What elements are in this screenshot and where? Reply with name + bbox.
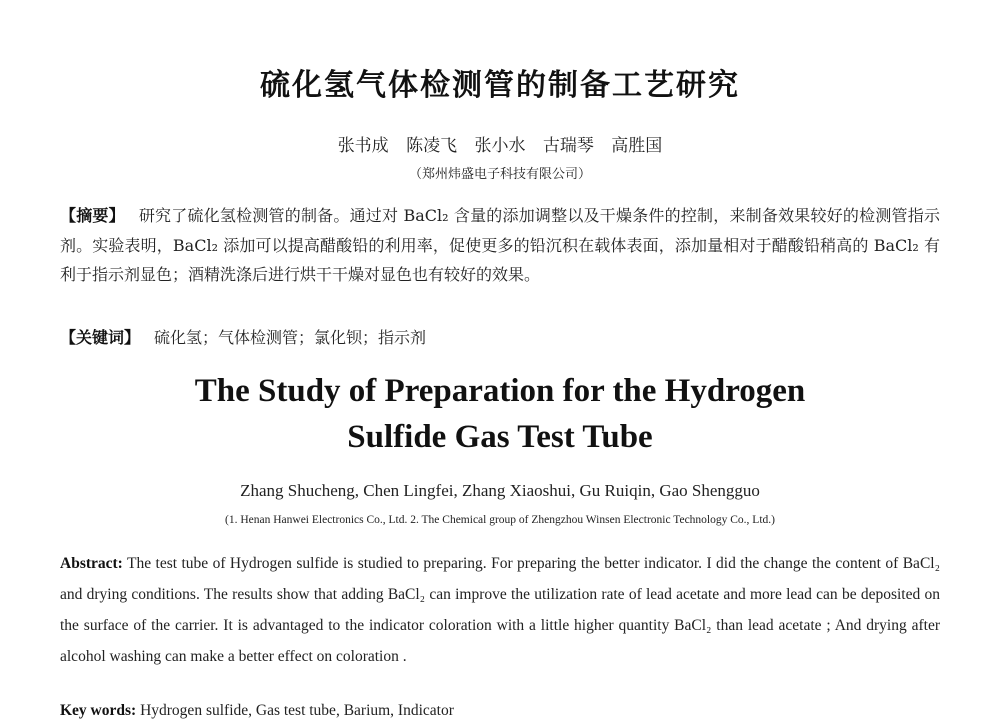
- english-authors: Zhang Shucheng, Chen Lingfei, Zhang Xiaoshui, Gu Ruiqin, Gao Shengguo: [240, 481, 760, 500]
- english-keywords-text: Hydrogen sulfide, Gas test tube, Barium, Indicator: [140, 702, 454, 719]
- english-abstract-label: Abstract:: [60, 555, 123, 572]
- english-keywords-label: Key words:: [60, 702, 137, 719]
- chinese-abstract: [60, 201, 940, 290]
- chinese-abstract-label: 【摘要】: [60, 206, 125, 225]
- chinese-abstract-text: 研究了硫化氢检测管的制备。通过对 BaCl₂ 含量的添加调整以及干燥条件的控制，来制备效果较好的检测管指示剂。实验表明，BaCl₂ 添加可以提高醋酸铅的利用率，促使更多的铅沉积在载体表面，添加量相对于醋酸铅稍高的 BaCl₂ 有利于指示剂显色；酒精洗涤后进行烘干干燥对显色也有较好的效果。: [60, 206, 940, 284]
- english-abstract-text: The test tube of Hydrogen sulfide is studied to preparing. For preparing the better indicator. I did the change the content of BaCl₂ and drying conditions. The results show that adding BaCl₂ can improve the utilization rate of lead acetate and more lead can be deposited on the surface of the carrier. It is advantaged to the indicator coloration with a little higher quantity BaCl₂ than lead acetate ; And drying after alcohol washing can make a better effect on coloration .: [60, 555, 940, 665]
- chinese-keywords-label: 【关键词】: [60, 328, 141, 347]
- english-affiliation: (1. Henan Hanwei Electronics Co., Ltd. 2. The Chemical group of Zhengzhou Winsen Electronic Technology Co., Ltd.): [225, 514, 775, 526]
- english-keywords: [60, 702, 940, 720]
- chinese-keywords: [60, 323, 940, 353]
- english-abstract: [60, 548, 940, 672]
- chinese-authors: 张书成 陈凌飞 张小水 古瑞琴 高胜国: [337, 136, 663, 156]
- english-title: [0, 368, 1000, 460]
- chinese-title: 硫化氢气体检测管的制备工艺研究: [260, 68, 740, 103]
- chinese-keywords-text: 硫化氢；气体检测管；氯化钡；指示剂: [154, 328, 427, 347]
- english-title-line-2: Sulfide Gas Test Tube: [347, 419, 653, 455]
- english-title-line-1: The Study of Preparation for the Hydrogen: [194, 373, 806, 409]
- chinese-affiliation: （郑州炜盛电子科技有限公司）: [408, 167, 591, 182]
